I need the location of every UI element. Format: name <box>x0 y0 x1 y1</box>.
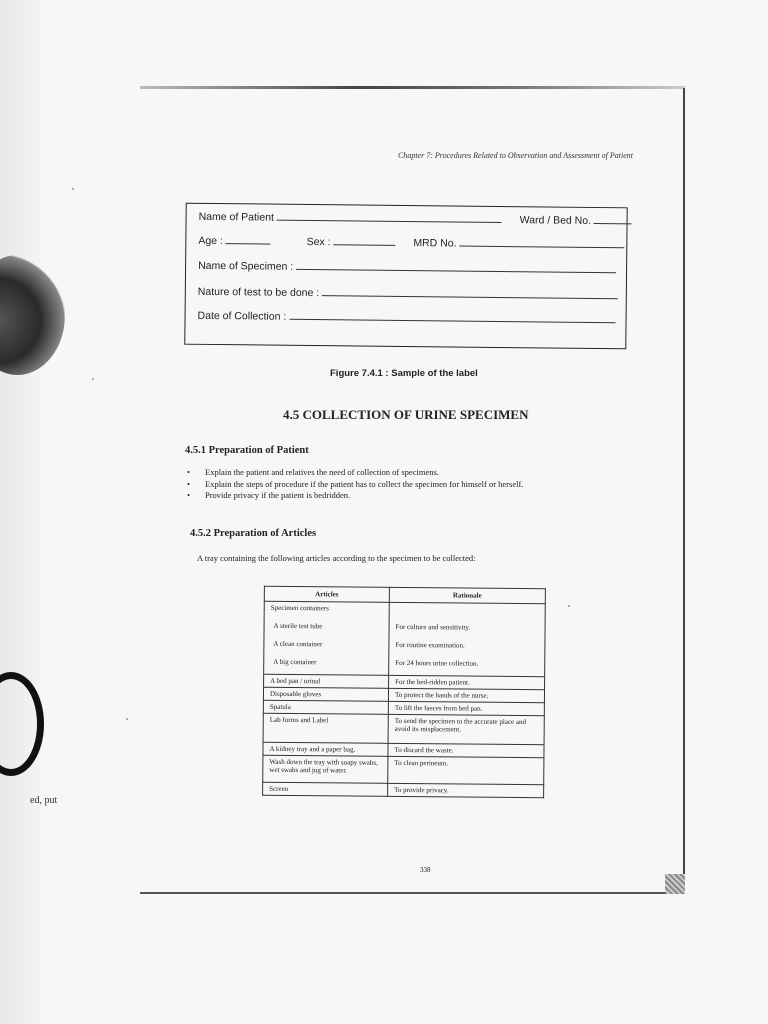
label-name-of-patient: Name of Patient <box>198 210 274 224</box>
page-shadow <box>0 0 40 1024</box>
binding-shadow <box>0 255 65 375</box>
table-row: A bed pan / urinal For the bed-ridden patient. <box>264 674 545 689</box>
bullet-item: • Explain the steps of procedure if the patient has to collect the specimen for himself or herself. <box>187 479 523 491</box>
articles-intro: A tray containing the following articles according to the specimen to be collected: <box>197 553 476 563</box>
page-bottom-edge <box>140 892 685 894</box>
table-row: Specimen containers A sterile test tube A clean container A big container For culture and sensitivity. For routine examination. For 24 hours urine collection. <box>264 601 546 676</box>
label-ward-bed: Ward / Bed No. <box>519 214 592 227</box>
page-corner <box>665 874 685 894</box>
margin-text: ed, put <box>30 795 58 806</box>
speck <box>92 378 94 380</box>
section-title: 4.5 COLLECTION OF URINE SPECIMEN <box>283 407 529 422</box>
subsection-title-articles: 4.5.2 Preparation of Articles <box>190 528 317 539</box>
header-articles: Articles <box>264 586 389 602</box>
table-row: Screen To provide privacy. <box>263 782 544 797</box>
label-date-of-collection: Date of Collection : <box>197 309 287 323</box>
page-right-edge <box>683 88 685 888</box>
label-row-specimen <box>198 258 616 276</box>
label-row-age <box>198 233 624 251</box>
speck <box>72 188 74 190</box>
label-name-of-specimen: Name of Specimen : <box>198 259 294 273</box>
table-row: Lab forms and Label To send the specimen to the accurate place and avoid its misplacement. <box>263 713 544 744</box>
table-row: A kidney tray and a paper bag. To discard the waste. <box>263 742 544 757</box>
label-row-date <box>198 308 616 326</box>
group-label: Specimen containers <box>270 603 329 613</box>
bullet-item: • Provide privacy if the patient is bedridden. <box>187 490 523 502</box>
label-row-test <box>198 284 618 302</box>
bullet-item: • Explain the patient and relatives the need of collection of specimens. <box>187 467 523 479</box>
chapter-header: Chapter 7: Procedures Related to Observation and Assessment of Patient <box>398 151 634 160</box>
page-top-edge <box>140 86 685 89</box>
figure-caption: Figure 7.4.1 : Sample of the label <box>330 368 478 379</box>
articles-table <box>262 586 546 798</box>
page-number: 338 <box>420 866 431 874</box>
table-row: Disposable gloves To protect the hands of the nurse. <box>263 687 544 702</box>
label-age: Age : <box>198 234 223 248</box>
label-sex: Sex : <box>306 235 331 249</box>
label-mrd: MRD No. <box>413 237 457 250</box>
sample-label <box>184 203 627 350</box>
header-rationale: Rationale <box>389 587 545 603</box>
preparation-bullets <box>187 467 523 502</box>
label-row-name <box>199 209 632 228</box>
label-nature-of-test: Nature of test to be done : <box>197 285 320 300</box>
table-row: Wash down the tray with soapy swabs, wet swabs and jug of water. To clean perineum. <box>263 755 544 784</box>
speck <box>568 605 570 607</box>
table-row: Spatula To lift the faeces from bed pan. <box>263 700 544 715</box>
speck <box>126 718 128 720</box>
subsection-title-patient: 4.5.1 Preparation of Patient <box>185 445 309 456</box>
